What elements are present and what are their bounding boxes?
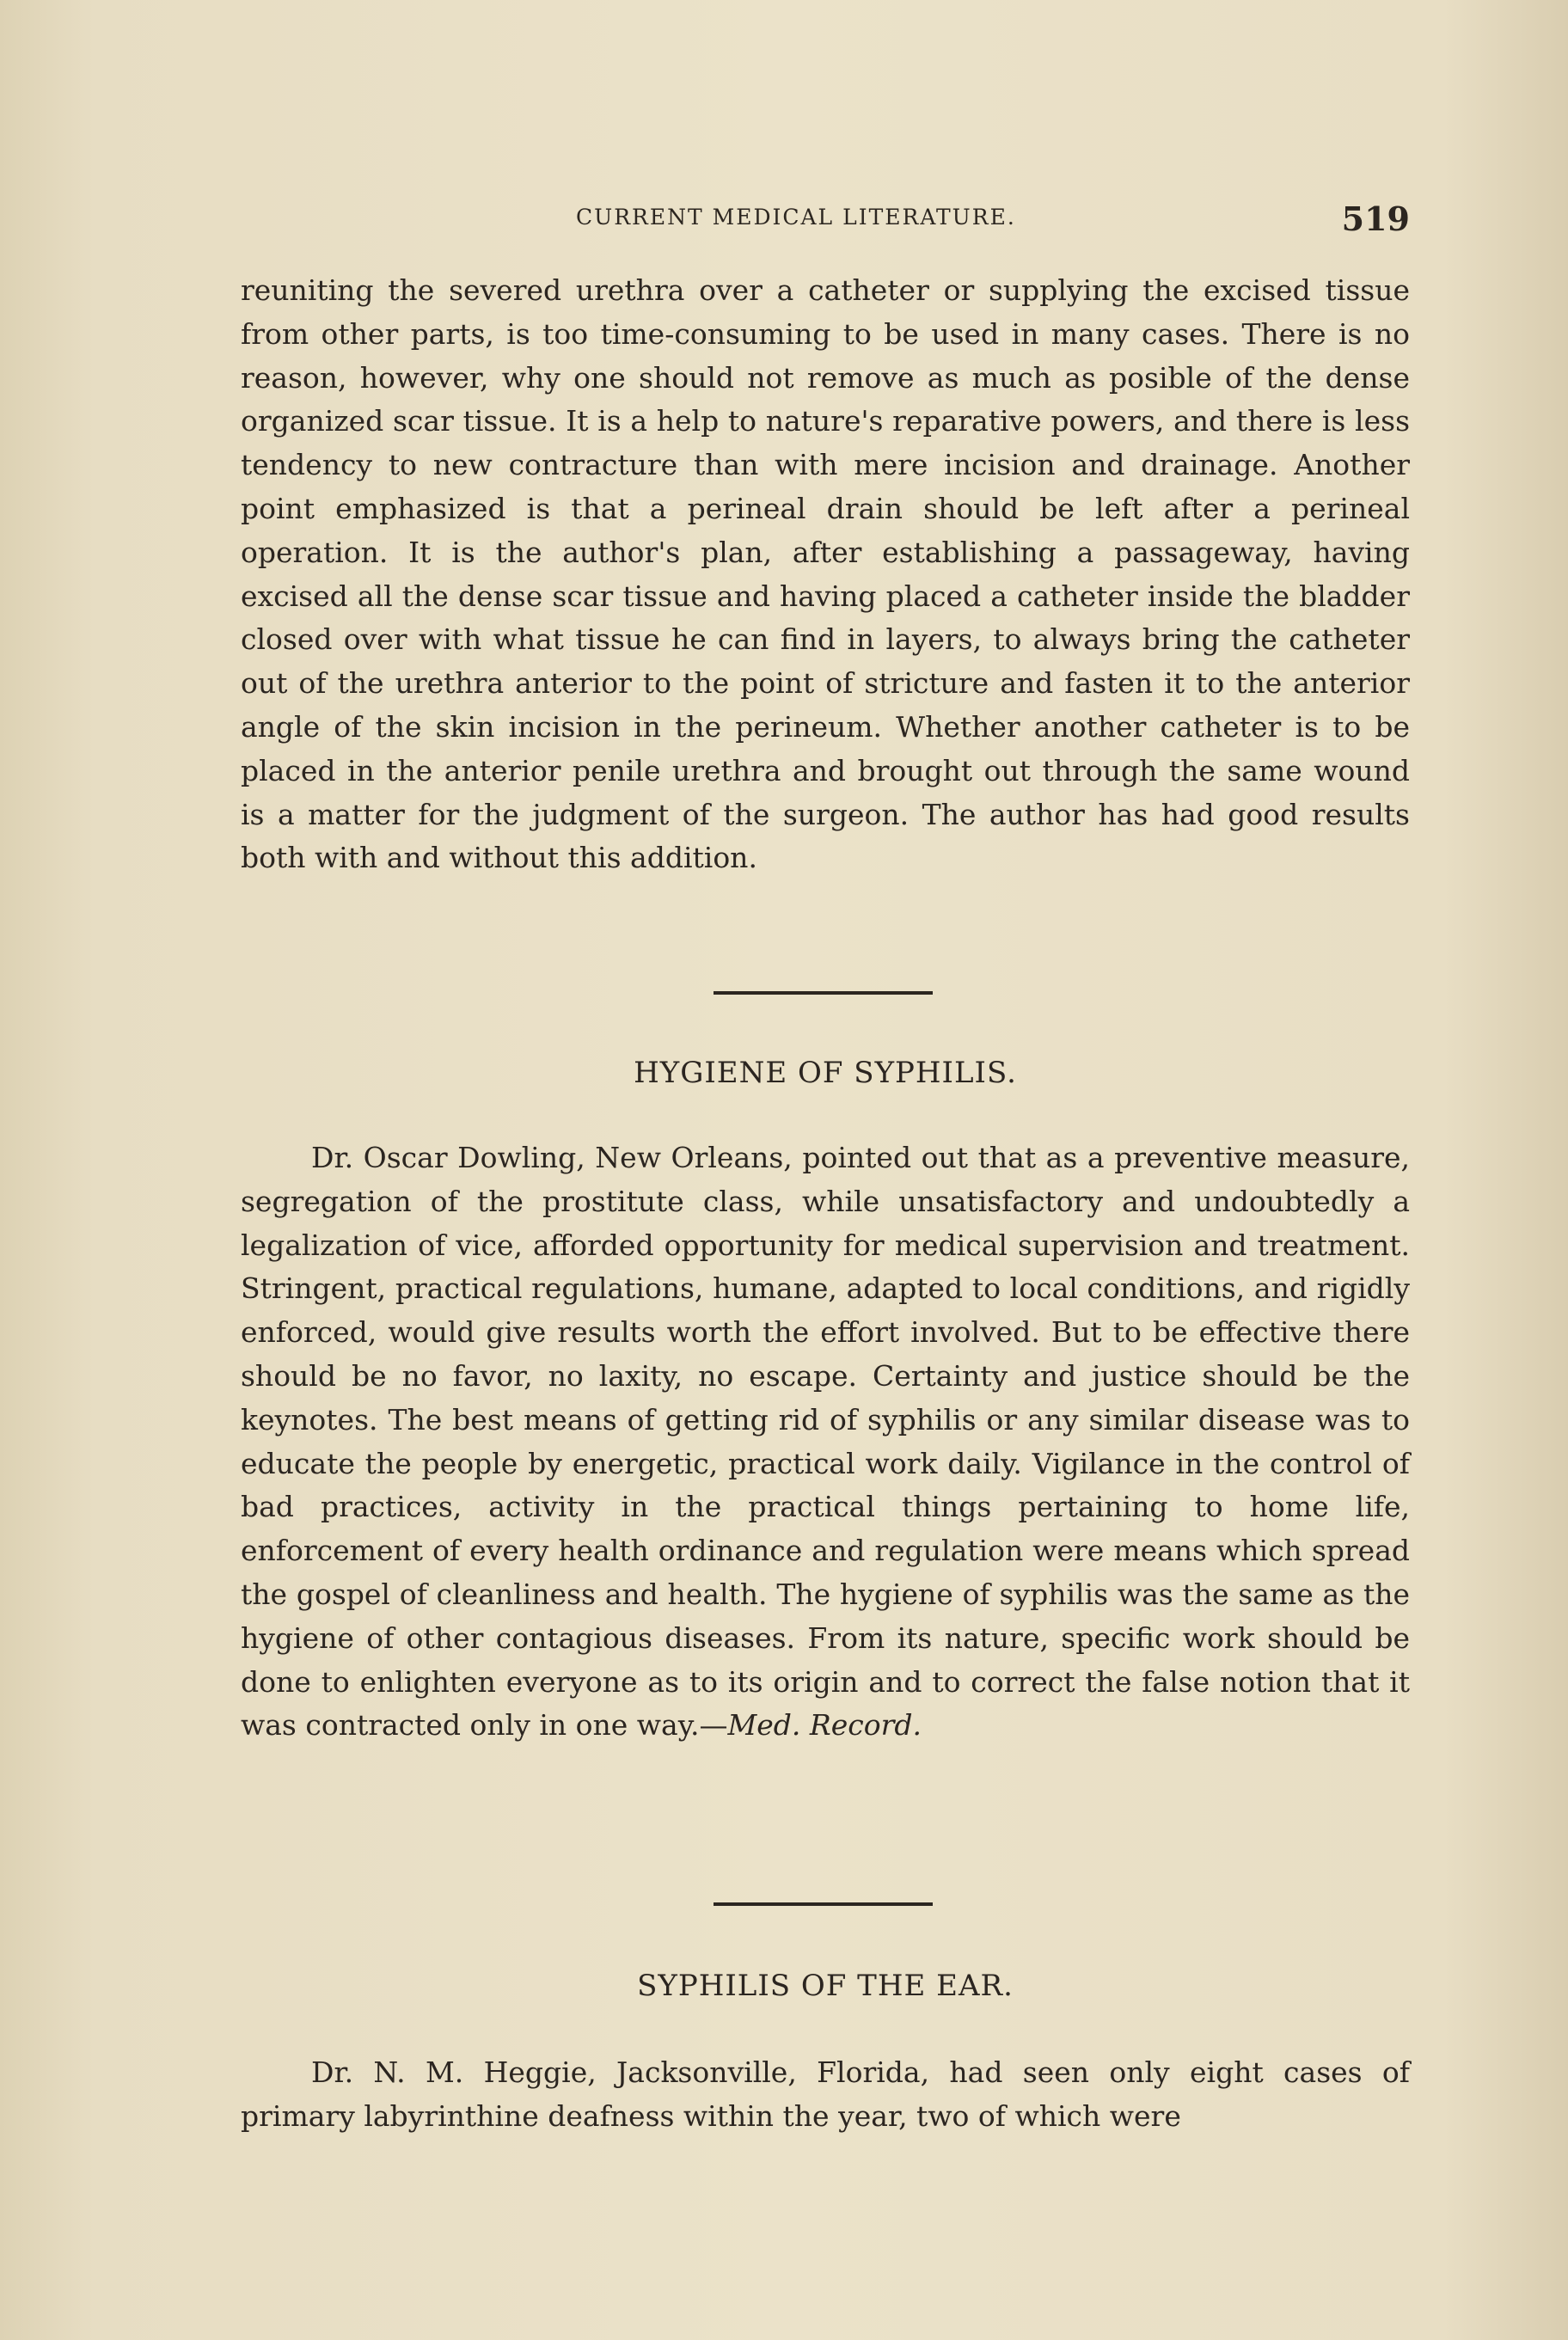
running-head-title: CURRENT MEDICAL LITERATURE. [576,205,1016,230]
hygiene-paragraph [241,1136,1410,1748]
source-citation: Med. Record. [727,1708,922,1743]
running-head [241,199,1410,242]
ear-paragraph-block [241,2051,1410,2139]
section-heading-syphilis-of-the-ear: SYPHILIS OF THE EAR. [637,1969,1014,2003]
ear-paragraph: Dr. N. M. Heggie, Jacksonville, Florida, had seen only eight cases of primary labyrinthine deafness within the year, two of which were [241,2055,1410,2133]
section-divider-2 [714,1902,933,1906]
hygiene-paragraph-text: Dr. Oscar Dowling, New Orleans, pointed out that as a preventive measure, segregation of the prostitute class, while unsatisfactory and undoubtedly a legalization of vice, afforded opportunity for medical supervision and treatment. Stringent, practical regulations, humane, adapted to local conditions, and rigidly enforced, would give results worth the effort involved. But to be effective there should be no favor, no laxity, no escape. Certainty and justice should be the keynotes. The best means of getting rid of syphilis or any similar disease was to educate the people by energetic, practical work daily. Vigilance in the control of bad practices, activity in the practical things pertaining to home life, enforcement of every health ordinance and regulation were means which spread the gospel of cleanliness and health. The hygiene of syphilis was the same as the hygiene of other contagious diseases. From its nature, specific work should be done to enlighten everyone as to its origin and to correct the false notion that it was contracted only in one way.— [241,1141,1410,1743]
section-heading-hygiene-of-syphilis: HYGIENE OF SYPHILIS. [634,1056,1017,1090]
section-divider-1 [714,991,933,995]
page-number: 519 [1341,199,1410,238]
continuation-paragraph: reuniting the severed urethra over a catheter or supplying the excised tissue from other parts, is too time-consuming to be used in many cases. There is no reason, however, why one should not remove as much as posible of the dense organized scar tissue. It is a help to nature's reparative powers, and there is less tendency to new contracture than with mere incision and drainage. Another point emphasized is that a perineal drain should be left after a perineal operation. It is the author's plan, after establishing a passageway, having excised all the dense scar tissue and having placed a catheter inside the bladder closed over with what tissue he can find in layers, to always bring the catheter out of the urethra anterior to the point of stricture and fasten it to the anterior angle of the skin incision in the perineum. Whether another catheter is to be placed in the anterior penile urethra and brought out through the same wound is a matter for the judgment of the surgeon. The author has had good results both with and without this addition. [241,273,1410,875]
continuation-paragraph-block [241,269,1410,880]
hygiene-paragraph-block [241,1136,1410,1748]
